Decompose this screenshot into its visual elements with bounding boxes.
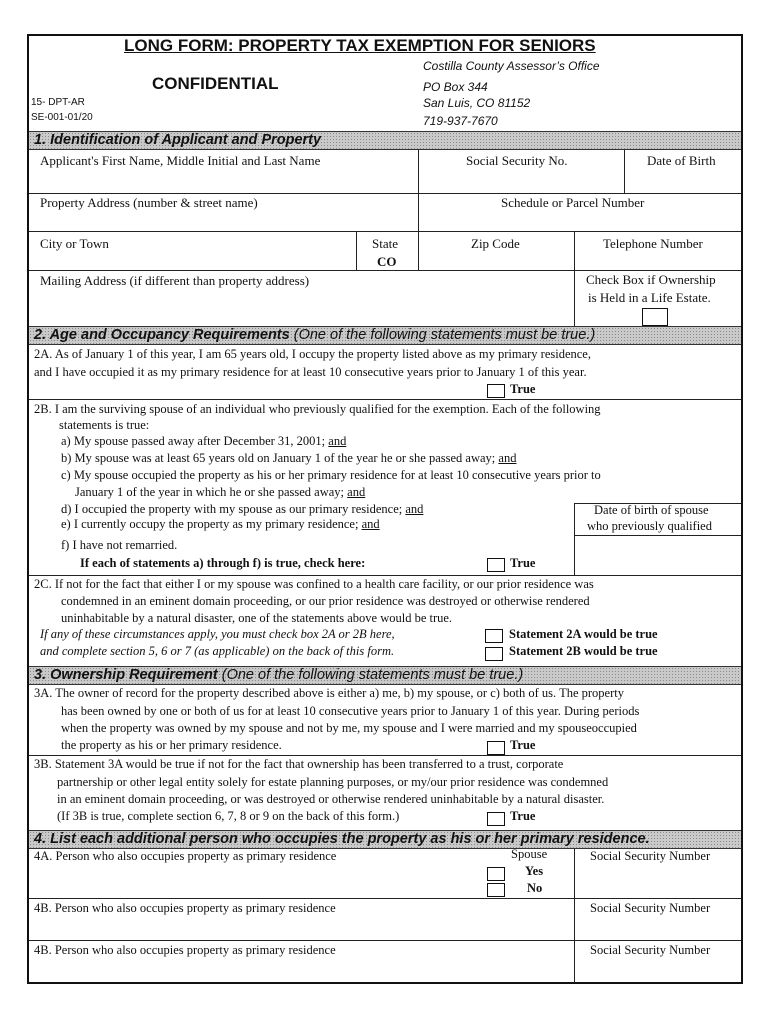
statement-2b-f: f) I have not remarried. [61, 538, 178, 552]
statement-2b-true-label: True [510, 556, 536, 570]
divider [29, 898, 741, 899]
person-4a-ssn-label: Social Security Number [590, 849, 711, 863]
section-3-title-main: 3. Ownership Requirement [34, 667, 218, 683]
statement-3b-line-3: in an eminent domain proceeding, or was destroyed or otherwise rendered uninhabitable by a natural disaster. [57, 792, 605, 806]
person-4b-1-label: 4B. Person who also occupies property as primary residence [34, 901, 336, 915]
applicant-name-label: Applicant's First Name, Middle Initial and Last Name [40, 153, 321, 168]
parcel-field[interactable] [420, 211, 740, 230]
divider [29, 193, 741, 194]
form-code-1: 15- DPT-AR [31, 97, 85, 108]
applicant-name-field[interactable] [30, 170, 416, 192]
spouse-no-checkbox[interactable] [487, 883, 505, 897]
statement-2b-line-2: statements is true: [59, 418, 150, 432]
statement-2a-line-1: 2A. As of January 1 of this year, I am 65 years old, I occupy the property listed above as my primary residence, [34, 347, 591, 361]
property-address-label: Property Address (number & street name) [40, 195, 258, 210]
life-estate-checkbox[interactable] [642, 308, 668, 326]
section-2-title-main: 2. Age and Occupancy Requirements [34, 327, 290, 343]
spouse-dob-field[interactable] [576, 537, 740, 574]
assessor-phone: 719-937-7670 [423, 114, 498, 128]
person-4b-2-ssn-field[interactable] [576, 960, 740, 981]
statement-2b-line-1: 2B. I am the surviving spouse of an individual who previously qualified for the exemption. Each of the following [34, 402, 601, 416]
statement-3b-line-2: partnership or other legal entity solely for estate planning purposes, or my/our prior residence was condemned [57, 775, 609, 789]
statement-3a-line-3: when the property was owned by my spouse and not by me, my spouse and I were married and my spouseoccupied [61, 721, 637, 735]
divider [418, 150, 419, 270]
statement-2b-would-be-true-label: Statement 2B would be true [509, 644, 658, 658]
statement-2a-checkbox[interactable] [487, 384, 505, 398]
section-2-title [34, 327, 595, 343]
and-connector: and [361, 517, 380, 531]
statement-3b-checkbox[interactable] [487, 812, 505, 826]
person-4b-2-label: 4B. Person who also occupies property as primary residence [34, 943, 336, 957]
state-label: State [372, 236, 398, 251]
divider [574, 231, 575, 270]
statement-2b-d [61, 502, 423, 517]
life-estate-label-2: is Held in a Life Estate. [588, 290, 711, 305]
assessor-office: Costilla County Assessor’s Office [423, 59, 600, 73]
statement-2b-c-2 [75, 485, 365, 500]
ssn-label: Social Security No. [466, 153, 568, 168]
statement-3a-checkbox[interactable] [487, 741, 505, 755]
statement-2b-e [61, 517, 380, 532]
spouse-no-label: No [527, 881, 543, 895]
person-4b-1-field[interactable] [30, 918, 572, 938]
spouse-dob-label-1: Date of birth of spouse [594, 503, 709, 517]
ssn-field[interactable] [420, 170, 622, 192]
statement-2b-checkbox[interactable] [487, 558, 505, 572]
statement-3a-line-4: the property as his or her primary residence. [61, 738, 282, 752]
spouse-yes-label: Yes [525, 864, 544, 878]
statement-2b-would-be-true-checkbox[interactable] [485, 647, 503, 661]
state-value: CO [377, 254, 397, 269]
spouse-label: Spouse [511, 847, 548, 861]
statement-2c-line-4: If any of these circumstances apply, you must check box 2A or 2B here, [40, 627, 395, 641]
divider [29, 755, 741, 756]
statement-2b-c-1: c) My spouse occupied the property as his or her primary residence for at least 10 consecutive years prior to [61, 468, 601, 482]
and-connector: and [405, 502, 424, 516]
zip-field[interactable] [420, 252, 572, 269]
city-label: City or Town [40, 236, 109, 251]
assessor-po-box: PO Box 344 [423, 80, 488, 94]
statement-3a-line-1: 3A. The owner of record for the property described above is either a) me, b) my spouse, or c) both of us. The property [34, 686, 624, 700]
divider [624, 150, 625, 193]
section-2-title-sub: (One of the following statements must be true.) [293, 327, 596, 343]
statement-2a-would-be-true-checkbox[interactable] [485, 629, 503, 643]
person-4a-ssn-field[interactable] [576, 866, 740, 896]
form-title: LONG FORM: PROPERTY TAX EXEMPTION FOR SENIORS [124, 36, 596, 55]
and-connector: and [328, 434, 347, 448]
spouse-dob-label-2: who previously qualified [587, 519, 712, 533]
property-address-field[interactable] [30, 211, 416, 230]
section-3-title-sub: (One of the following statements must be true.) [221, 667, 524, 683]
divider [356, 231, 357, 270]
statement-2a-would-be-true-label: Statement 2A would be true [509, 627, 658, 641]
divider [29, 270, 741, 271]
section-1-title: 1. Identification of Applicant and Property [34, 132, 322, 148]
statement-2b-e-text: e) I currently occupy the property as my primary residence; [61, 517, 359, 531]
statement-3b-true-label: True [510, 809, 536, 823]
parcel-label: Schedule or Parcel Number [501, 195, 645, 210]
statement-2a-line-2: and I have occupied it as my primary residence for at least 10 consecutive years prior to January 1 of this year. [34, 365, 587, 379]
statement-2c-line-2: condemned in an eminent domain proceeding, or our prior residence was destroyed or otherwise rendered [61, 594, 590, 608]
telephone-label: Telephone Number [603, 236, 703, 251]
dob-field[interactable] [626, 170, 740, 192]
mailing-address-field[interactable] [30, 290, 572, 324]
assessor-city: San Luis, CO 81152 [423, 96, 531, 110]
statement-2c-line-5: and complete section 5, 6 or 7 (as applicable) on the back of this form. [40, 644, 395, 658]
statement-2b-check-instruction: If each of statements a) through f) is true, check here: [80, 556, 366, 570]
life-estate-label-1: Check Box if Ownership [586, 272, 716, 287]
person-4b-1-ssn-field[interactable] [576, 918, 740, 938]
zip-label: Zip Code [471, 236, 520, 251]
statement-2b-b-text: b) My spouse was at least 65 years old on January 1 of the year he or she passed away; [61, 451, 496, 465]
spouse-yes-checkbox[interactable] [487, 867, 505, 881]
form-code-2: SE-001-01/20 [31, 112, 93, 123]
divider [29, 940, 741, 941]
statement-3a-true-label: True [510, 738, 536, 752]
and-connector: and [347, 485, 366, 499]
mailing-address-label: Mailing Address (if different than property address) [40, 273, 310, 288]
person-4b-2-field[interactable] [30, 960, 572, 981]
person-4b-1-ssn-label: Social Security Number [590, 901, 711, 915]
divider [574, 849, 575, 983]
statement-2c-line-3: uninhabitable by a natural disaster, one of the statements above would be true. [61, 611, 453, 625]
statement-2b-a [61, 434, 346, 449]
dob-label: Date of Birth [647, 153, 716, 168]
statement-3b-line-4: (If 3B is true, complete section 6, 7, 8 or 9 on the back of this form.) [57, 809, 400, 823]
divider [574, 270, 575, 326]
divider [29, 231, 741, 232]
telephone-field[interactable] [576, 252, 740, 269]
statement-2b-b [61, 451, 516, 466]
divider [574, 503, 575, 575]
statement-2b-a-text: a) My spouse passed away after December 31, 2001; [61, 434, 326, 448]
section-3-title [34, 667, 523, 683]
statement-2a-true-label: True [510, 382, 536, 396]
divider [574, 535, 741, 536]
section-4-title: 4. List each additional person who occupies the property as his or her primary residence. [34, 831, 650, 847]
person-4a-label: 4A. Person who also occupies property as primary residence [34, 849, 337, 863]
person-4b-2-ssn-label: Social Security Number [590, 943, 711, 957]
statement-2b-d-text: d) I occupied the property with my spouse as our primary residence; [61, 502, 403, 516]
city-field[interactable] [30, 252, 354, 269]
divider [29, 575, 741, 576]
statement-3a-line-2: has been owned by one or both of us for at least 10 consecutive years prior to January 1 of this year. During periods [61, 704, 640, 718]
divider [29, 399, 741, 400]
statement-2c-line-1: 2C. If not for the fact that either I or my spouse was confined to a health care facility, or our prior residence was [34, 577, 594, 591]
and-connector: and [498, 451, 517, 465]
person-4a-field[interactable] [30, 866, 480, 896]
confidential-label: CONFIDENTIAL [152, 74, 279, 93]
statement-2b-c-2-text: January 1 of the year in which he or she passed away; [75, 485, 345, 499]
statement-3b-line-1: 3B. Statement 3A would be true if not for the fact that ownership has been transferred to a trust, corporate [34, 757, 564, 771]
